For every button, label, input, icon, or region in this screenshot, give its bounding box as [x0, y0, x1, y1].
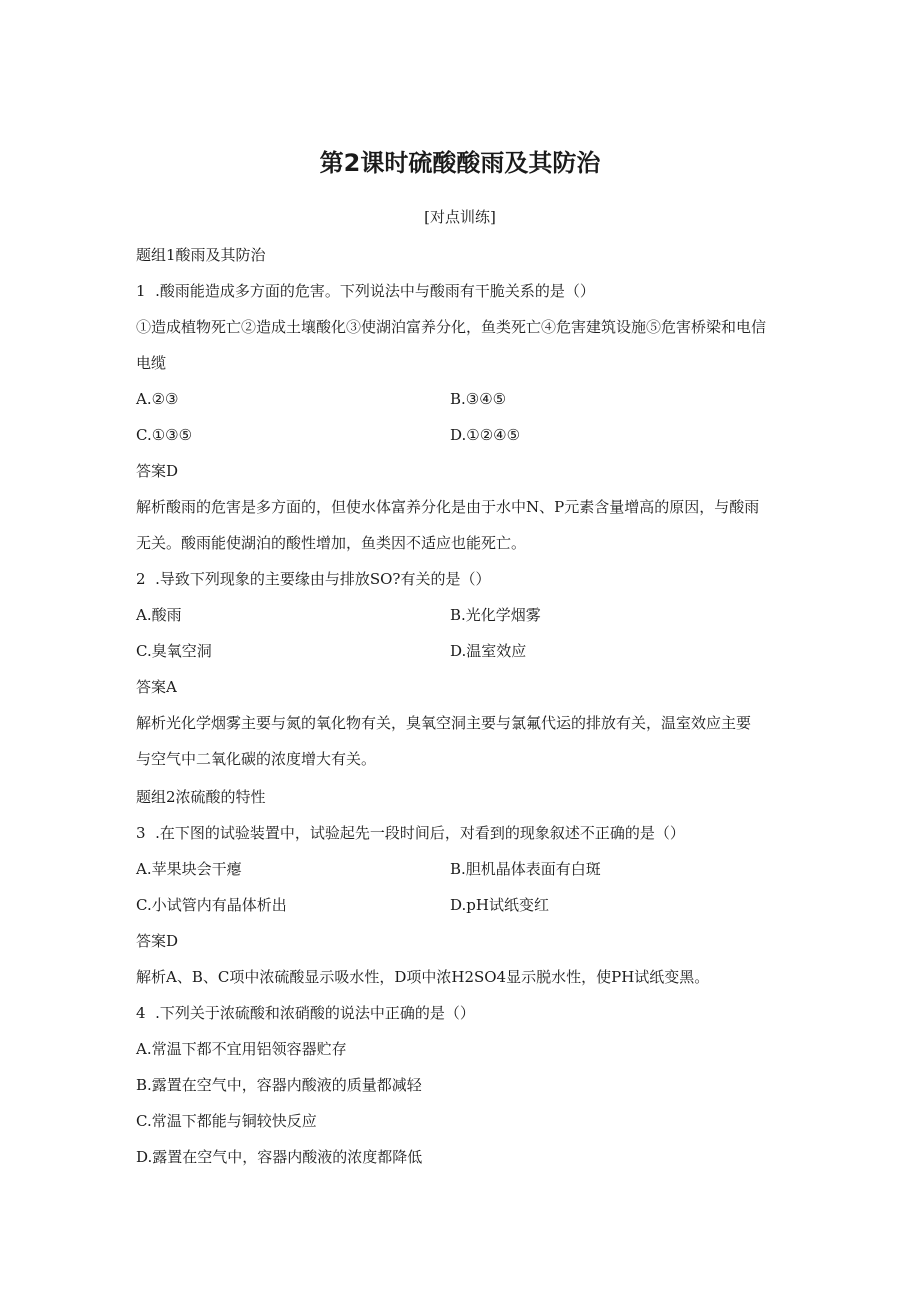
q3-option-b: B.胆机晶体表面有白斑 — [450, 860, 601, 878]
q3-option-d: D.pH试纸变红 — [450, 896, 549, 914]
q2-option-c: C.臭氧空洞 — [136, 642, 212, 660]
q1-stem — [136, 280, 595, 302]
q3-analysis: 解析A、B、C项中浓硫酸显示吸水性，D项中浓H2SO4显示脱水性，使PH试纸变黑。 — [136, 968, 710, 986]
q4-option-a: A.常温下都不宜用铝领容器贮存 — [136, 1040, 347, 1058]
q2-stem — [136, 568, 490, 590]
section-heading: [对点训练] — [424, 208, 496, 226]
q1-statements-line-2: 电缆 — [136, 354, 167, 372]
q3-option-c: C.小试管内有晶体析出 — [136, 896, 287, 914]
q2-analysis-line-1: 解析光化学烟雾主要与氮的氧化物有关，臭氧空洞主要与氯氟代运的排放有关，温室效应主要 — [136, 714, 752, 732]
q1-answer: 答案D — [136, 462, 179, 480]
q1-option-a: A.②③ — [136, 390, 179, 408]
q2-option-b: B.光化学烟雾 — [450, 606, 541, 624]
q3-answer: 答案D — [136, 932, 179, 950]
q2-analysis-line-2: 与空气中二氧化碳的浓度增大有关。 — [136, 750, 377, 768]
q4-stem — [136, 1002, 475, 1024]
q4-stem-text: 4 .下列关于浓硫酸和浓硝酸的说法中正确的是（） — [136, 1004, 475, 1022]
q2-option-d: D.温室效应 — [450, 642, 527, 660]
q3-option-a: A.苹果块会干瘪 — [136, 860, 242, 878]
q1-analysis-line-2: 无关。酸雨能使湖泊的酸性增加，鱼类因不适应也能死亡。 — [136, 534, 527, 552]
group-heading-2: 题组2浓硫酸的特性 — [136, 788, 266, 806]
q2-option-a: A.酸雨 — [136, 606, 182, 624]
q1-option-b: B.③④⑤ — [450, 390, 507, 408]
page-title: 第2课时硫酸酸雨及其防治 — [319, 149, 601, 177]
q2-answer: 答案A — [136, 678, 177, 696]
q2-stem-text: 2 .导致下列现象的主要缘由与排放SO?有关的是（） — [136, 570, 491, 588]
q4-option-b: B.露置在空气中，容器内酸液的质量都减轻 — [136, 1076, 422, 1094]
q3-stem — [136, 822, 685, 844]
q3-stem-text: 3 .在下图的试验装置中，试验起先一段时间后，对看到的现象叙述不正确的是（） — [136, 824, 685, 842]
q1-option-c: C.①③⑤ — [136, 426, 193, 444]
q1-option-d: D.①②④⑤ — [450, 426, 521, 444]
group-heading-1: 题组1酸雨及其防治 — [136, 246, 266, 264]
q1-stem-text: 1 .酸雨能造成多方面的危害。下列说法中与酸雨有干脆关系的是（） — [136, 282, 595, 300]
q4-option-d: D.露置在空气中，容器内酸液的浓度都降低 — [136, 1148, 423, 1166]
q1-statements-line-1: ①造成植物死亡②造成土壤酸化③使湖泊富养分化，鱼类死亡④危害建筑设施⑤危害桥梁和电信 — [136, 318, 767, 336]
q1-analysis-line-1: 解析酸雨的危害是多方面的，但使水体富养分化是由于水中N、P元素含量增高的原因，与酸雨 — [136, 498, 760, 516]
q4-option-c: C.常温下都能与铜较快反应 — [136, 1112, 317, 1130]
